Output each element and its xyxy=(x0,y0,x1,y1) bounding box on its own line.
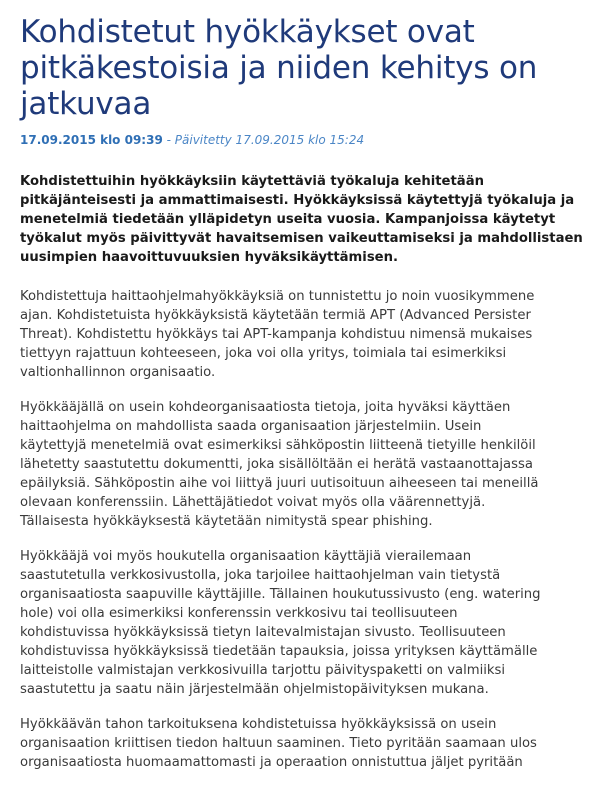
lead-paragraph: Kohdistettuihin hyökkäyksiin käytettäviä työkaluja kehitetään pitkäjänteisesti ja ammattimaisesti. Hyökkäyksissä käytettyjä työkaluja ja menetelmiä tiedetään ylläpidetyn useita vuosia. Kampanjoissa käytetyt työkalut myös päivittyvät havaitsemisen vaikeuttamiseksi ja mahdollistaen uusimpien haavoittuvuuksien hyväksikäyttämisen. xyxy=(20,174,583,265)
body-line: saastutetulla verkkosivustolla, joka tarjoilee haittaohjelman vain tietystä xyxy=(20,568,501,583)
body-line: Kohdistettuja haittaohjelmahyökkäyksiä on tunnistettu jo noin vuosikymmene xyxy=(20,289,535,304)
body-line: hole) voi olla esimerkiksi konferenssin verkkosivu tai teollisuuteen xyxy=(20,606,458,621)
body-line: käytettyjä menetelmiä ovat esimerkiksi sähköpostin liitteenä tietyille henkilöil xyxy=(20,438,536,453)
body-line: Threat). Kohdistettu hyökkäys tai APT-kampanja kohdistuu nimensä mukaises xyxy=(20,327,533,342)
body-line: organisaatiosta huomaamattomasti ja operaation onnistuttua jäljet pyritään xyxy=(20,755,523,770)
body-paragraph-3 xyxy=(20,547,602,699)
body-line: Hyökkääjä voi myös houkutella organisaation käyttäjiä vierailemaan xyxy=(20,549,472,564)
article-meta xyxy=(20,132,602,148)
body-line: laitteistolle valmistajan verkkosivuilla tarjottu päivityspaketti on valmiiksi xyxy=(20,663,506,678)
article xyxy=(20,0,602,788)
body-line: olevaan konferenssiin. Lähettäjätiedot voivat myös olla väärennettyjä. xyxy=(20,495,486,510)
updated-date: Päivitetty 17.09.2015 klo 15:24 xyxy=(174,133,365,147)
body-line: haittaohjelma on mahdollista saada organisaation järjestelmiin. Usein xyxy=(20,419,482,434)
body-line: kohdistuvissa hyökkäyksissä tiedetään tapauksia, joissa yrityksen käyttämälle xyxy=(20,644,538,659)
body-line: Hyökkääjällä on usein kohdeorganisaatiosta tietoja, joita hyväksi käyttäen xyxy=(20,400,511,415)
published-date: 17.09.2015 klo 09:39 xyxy=(20,133,163,147)
body-line: saastutettu ja saatu näin järjestelmään ohjelmistopäivityksen mukana. xyxy=(20,682,489,697)
body-paragraph-4 xyxy=(20,715,602,772)
body-line: ajan. Kohdistetuista hyökkäyksistä käytetään termiä APT (Advanced Persister xyxy=(20,308,531,323)
body-line: Hyökkäävän tahon tarkoituksena kohdistetuissa hyökkäyksissä on usein xyxy=(20,717,497,732)
body-line: organisaatiosta saapuville käyttäjille. Tällainen houkutussivusto (eng. watering xyxy=(20,587,541,602)
article-body xyxy=(20,287,602,772)
body-line: organisaation kriittisen tiedon haltuun saaminen. Tieto pyritään saamaan ulos xyxy=(20,736,537,751)
body-line: kohdistuvissa hyökkäyksissä tietyn laitevalmistajan sivusto. Teollisuuteen xyxy=(20,625,506,640)
body-line: tiettyyn rajattuun kohteeseen, joka voi olla yritys, toimiala tai esimerkiksi xyxy=(20,346,507,361)
page-title: Kohdistetut hyökkäykset ovat pitkäkestoisia ja niiden kehitys on jatkuvaa xyxy=(20,14,538,122)
body-line: valtionhallinnon organisaatio. xyxy=(20,365,216,380)
body-line: Tällaisesta hyökkäyksestä käytetään nimitystä spear phishing. xyxy=(20,514,433,529)
body-line: lähetetty saastutettu dokumentti, joka sisällöltään ei herätä vastaanottajassa xyxy=(20,457,533,472)
body-paragraph-2 xyxy=(20,398,602,531)
body-line: epäilyksiä. Sähköpostin aihe voi liittyä juuri uutisoituun aiheeseen tai meneillä xyxy=(20,476,539,491)
meta-separator: - xyxy=(162,133,175,147)
body-paragraph-1 xyxy=(20,287,602,382)
